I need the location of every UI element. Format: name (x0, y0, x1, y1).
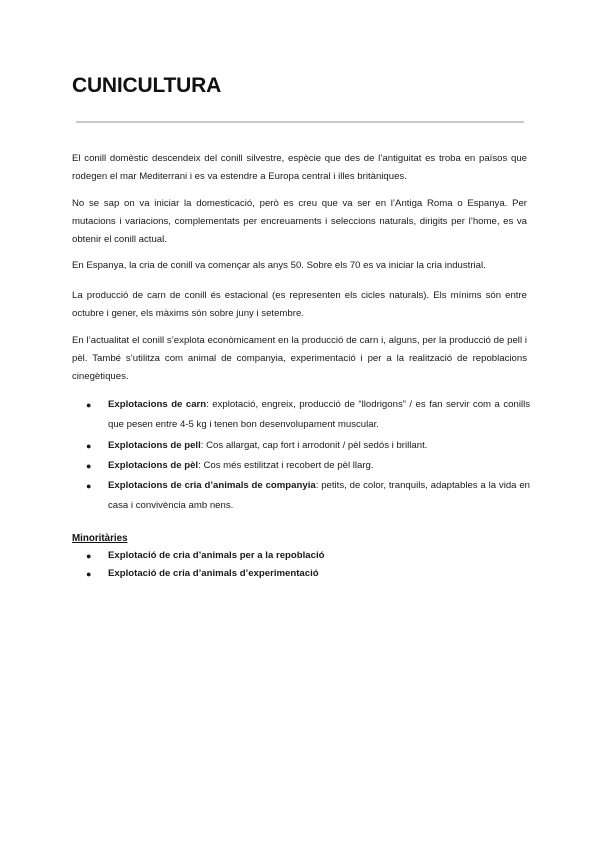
section-heading-minoritaries: Minoritàries (72, 533, 128, 544)
exploitation-list (72, 395, 530, 516)
paragraph-seasonality: La producció de carn de conill és estacional (es representen els cicles naturals). Els mínims són entre octubre i gener, els màxims són sobre juny i setembre. (72, 290, 527, 319)
paragraph-origin: El conill domèstic descendeix del conill silvestre, espècie que des de l’antiguitat es troba en països que rodegen el mar Mediterrani i es va estendre a Europa central i illes britàniques. (72, 153, 527, 182)
minor-list (72, 547, 530, 583)
page-title: CUNICULTURA (72, 74, 222, 97)
list-item-text: : explotació, engreix, producció de “llodrigons” / es fan servir com a conills que pesen entre 4-5 kg i tenen bon desenvolupament muscular. (108, 399, 531, 430)
bullet-icon: ● (86, 551, 92, 561)
list-item-label: Explotacions de carn (108, 399, 207, 410)
title-divider (76, 121, 524, 123)
list-item-text: : Cos allargat, cap fort i arrodonit / pèl sedós i brillant. (200, 440, 428, 451)
list-item-companyia (72, 476, 530, 516)
list-item-text: : Cos més estilitzat i recobert de pèl llarg. (198, 460, 374, 471)
bullet-icon: ● (86, 441, 92, 451)
list-item-label: Explotacions de pell (108, 440, 201, 451)
bullet-icon: ● (86, 481, 92, 491)
list-item-pel (72, 456, 530, 476)
bullet-icon: ● (86, 461, 92, 471)
paragraph-current-use: En l’actualitat el conill s’explota econòmicament en la producció de carn i, alguns, per la producció de pell i pèl. També s’utilitza com animal de companyia, experimentació i per a la realització de repoblacions cinegètiques. (72, 335, 527, 382)
bullet-icon: ● (86, 569, 92, 579)
bullet-icon: ● (86, 400, 92, 410)
list-item-text: Explotació de cria d’animals d’experimentació (108, 568, 319, 579)
list-item-label: Explotacions de cria d’animals de companyia (108, 480, 316, 491)
list-item-label: Explotacions de pèl (108, 460, 199, 471)
paragraph-domestication: No se sap on va iniciar la domesticació, però es creu que va ser en l’Antiga Roma o Espanya. Per mutacions i variacions, complementats per encreuaments i seleccions naturals, dirigits per l’home, es va obtenir el conill actual. (72, 198, 527, 245)
list-item-pell (72, 436, 530, 456)
paragraph-spain: En Espanya, la cria de conill va començar als anys 50. Sobre els 70 es va iniciar la cria industrial. (72, 260, 486, 271)
list-item-experimentacio (72, 565, 530, 583)
list-item-repoblacio (72, 547, 530, 565)
list-item-text: Explotació de cria d’animals per a la repoblació (108, 550, 325, 561)
list-item-carn (72, 395, 530, 435)
list-item-text: : petits, de color, tranquils, adaptables a la vida en casa i convivència amb nens. (108, 480, 530, 511)
